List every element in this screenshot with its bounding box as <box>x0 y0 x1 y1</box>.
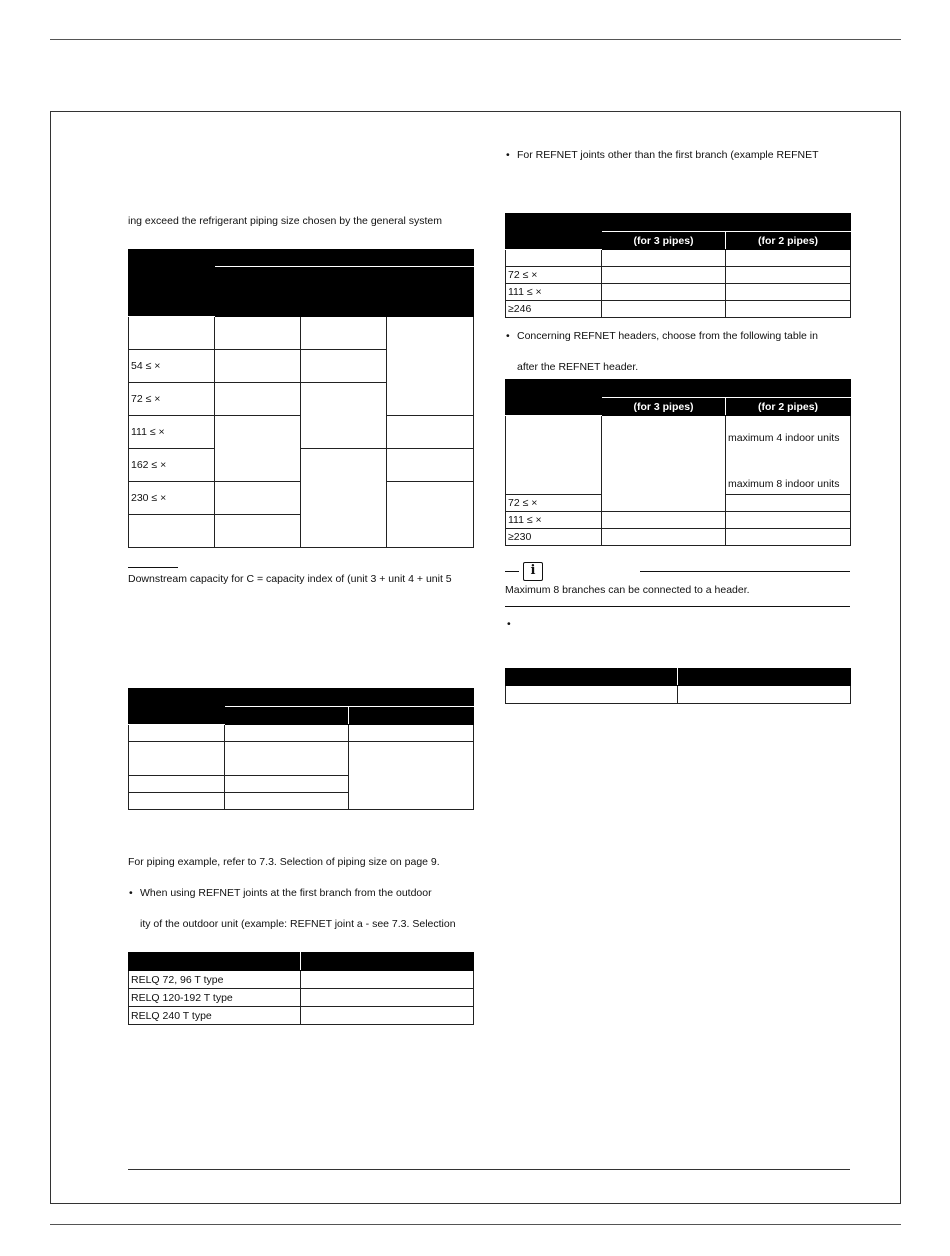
table2-header-group <box>225 689 474 707</box>
table1-header-col2 <box>215 267 301 317</box>
bullet-dot: • <box>506 330 510 342</box>
table-refnet-joints <box>505 213 851 318</box>
table4-row-label <box>506 250 602 267</box>
info-icon: i <box>523 562 543 581</box>
table4-row-label: ≥246 <box>506 301 602 318</box>
table1-row-label: 111 ≤ × <box>129 416 215 449</box>
table1-row-label: 162 ≤ × <box>129 449 215 482</box>
intro-fragment: ing exceed the refrigerant piping size chosen by the general system <box>128 215 443 227</box>
table1-header-group <box>215 250 474 267</box>
table2-row-label <box>129 793 225 810</box>
info-rule-left <box>505 571 519 572</box>
table4-row-label: 111 ≤ × <box>506 284 602 301</box>
table2-row-label <box>129 742 225 776</box>
table5-row-label: 111 ≤ × <box>506 512 602 529</box>
top-rule <box>50 39 901 40</box>
table3-row-label: RELQ 72, 96 T type <box>129 971 301 989</box>
table4-header-2pipes: (for 2 pipes) <box>726 232 851 250</box>
table1-header-col4 <box>387 267 474 317</box>
footnote-rule <box>128 567 178 568</box>
table3-header-col2 <box>301 953 474 971</box>
bullet-dot: • <box>507 618 511 630</box>
bullet1-line1: When using REFNET joints at the first branch from the outdoor <box>140 887 432 899</box>
info-rule-bottom <box>505 606 850 607</box>
info-rule-right <box>640 571 850 572</box>
table-piping-size-2 <box>128 688 474 810</box>
table1-row-label <box>129 515 215 548</box>
table1-header-col3 <box>301 267 387 317</box>
bullet-dot: • <box>129 887 133 899</box>
table5-header-3pipes: (for 3 pipes) <box>602 398 726 416</box>
table5-note-max8: maximum 8 indoor units <box>728 478 840 490</box>
table-piping-size-1 <box>128 249 474 548</box>
table4-header-3pipes: (for 3 pipes) <box>602 232 726 250</box>
table5-row-label: 72 ≤ × <box>506 495 602 512</box>
table3-row-label: RELQ 240 T type <box>129 1007 301 1025</box>
table1-row-label: 54 ≤ × <box>129 350 215 383</box>
bullet-dot: • <box>506 149 510 161</box>
bullet2: For REFNET joints other than the first branch (example REFNET <box>517 149 819 161</box>
table1-header-capacity <box>129 250 215 317</box>
table-outdoor-unit-types <box>128 952 474 1025</box>
bullet3-line2: after the REFNET header. <box>517 361 639 373</box>
bottom-rule <box>50 1224 901 1225</box>
table5-header-2pipes: (for 2 pipes) <box>726 398 851 416</box>
table5-row-label: ≥230 <box>506 529 602 546</box>
table2-row-label <box>129 776 225 793</box>
table2-header-col3 <box>349 707 474 725</box>
table5-note-max4: maximum 4 indoor units <box>728 432 840 444</box>
table1-row-label <box>129 317 215 350</box>
table5-header-group <box>602 380 851 398</box>
table4-header-group <box>602 214 851 232</box>
table2-row-label <box>129 725 225 742</box>
bullet1-line2: ity of the outdoor unit (example: REFNET joint a - see 7.3. Selection <box>140 918 456 930</box>
table-refnet-headers <box>505 379 851 546</box>
table6-header-col1 <box>506 669 678 686</box>
table3-row-label: RELQ 120-192 T type <box>129 989 301 1007</box>
table4-row-label: 72 ≤ × <box>506 267 602 284</box>
piping-reference: For piping example, refer to 7.3. Selection of piping size on page 9. <box>128 856 440 868</box>
table2-header-capacity <box>129 689 225 725</box>
table6-header-col2 <box>678 669 851 686</box>
info-text: Maximum 8 branches can be connected to a header. <box>505 584 750 596</box>
table1-row-label: 72 ≤ × <box>129 383 215 416</box>
bullet3-line1: Concerning REFNET headers, choose from the following table in <box>517 330 818 342</box>
table5-header-capacity <box>506 380 602 416</box>
bottom-inner-rule <box>128 1169 850 1170</box>
table4-header-capacity <box>506 214 602 250</box>
table-small <box>505 668 851 704</box>
table3-header-col1 <box>129 953 301 971</box>
table2-header-col2 <box>225 707 349 725</box>
footnote: Downstream capacity for C = capacity index of (unit 3 + unit 4 + unit 5 <box>128 573 452 585</box>
table1-row-label: 230 ≤ × <box>129 482 215 515</box>
